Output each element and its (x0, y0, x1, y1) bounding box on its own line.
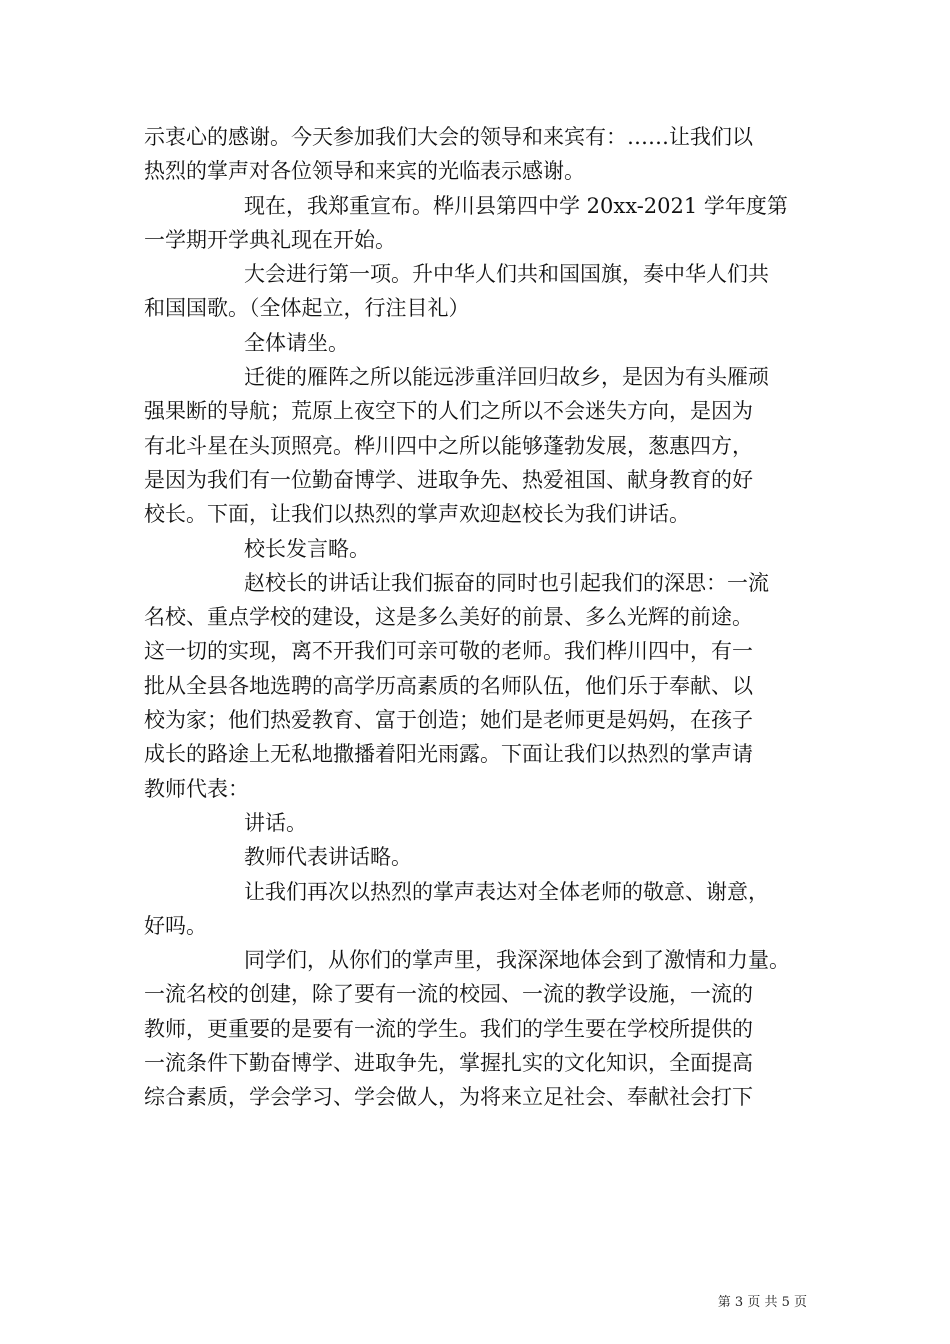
text-line: 强果断的导航；荒原上夜空下的人们之所以不会迷失方向，是因为 (144, 399, 753, 424)
text-line: 一流条件下勤奋博学、进取争先，掌握扎实的文化知识，全面提高 (144, 1051, 753, 1076)
text-line: 教师代表讲话略。 (244, 845, 412, 870)
text-line: 名校、重点学校的建设，这是多么美好的前景、多么光辉的前途。 (144, 605, 753, 630)
text-line: 让我们再次以热烈的掌声表达对全体老师的敬意、谢意， (244, 879, 769, 904)
text-line: 现在，我郑重宣布。桦川县第四中学 20xx-2021 学年度第 (244, 193, 788, 218)
text-line: 是因为我们有一位勤奋博学、进取争先、热爱祖国、献身教育的好 (144, 467, 753, 492)
page-number-footer: 第 3 页 共 5 页 (717, 1295, 807, 1310)
text-line: 热烈的掌声对各位领导和来宾的光临表示感谢。 (144, 159, 585, 184)
text-line: 大会进行第一项。升中华人们共和国国旗，奏中华人们共 (244, 262, 769, 287)
text-line: 批从全县各地选聘的高学历高素质的名师队伍，他们乐于奉献、以 (144, 673, 753, 698)
text-line: 迁徙的雁阵之所以能远涉重洋回归故乡，是因为有头雁顽 (244, 365, 769, 390)
text-line: 成长的路途上无私地撒播着阳光雨露。下面让我们以热烈的掌声请 (144, 742, 753, 767)
text-line: 校长发言略。 (244, 536, 370, 561)
text-line: 综合素质，学会学习、学会做人，为将来立足社会、奉献社会打下 (144, 1085, 753, 1110)
text-line: 有北斗星在头顶照亮。桦川四中之所以能够蓬勃发展，葱惠四方， (144, 433, 753, 458)
body-text (144, 120, 812, 1115)
text-line: 教师代表： (144, 776, 249, 801)
text-line: 同学们，从你们的掌声里，我深深地体会到了激情和力量。 (244, 948, 790, 973)
text-line: 赵校长的讲话让我们振奋的同时也引起我们的深思：一流 (244, 570, 769, 595)
text-line: 全体请坐。 (244, 330, 349, 355)
text-line: 教师，更重要的是要有一流的学生。我们的学生要在学校所提供的 (144, 1016, 753, 1041)
text-line: 校长。下面，让我们以热烈的掌声欢迎赵校长为我们讲话。 (144, 502, 690, 527)
text-line: 和国国歌。（全体起立，行注目礼） (144, 296, 470, 321)
text-line: 校为家；他们热爱教育、富于创造；她们是老师更是妈妈，在孩子 (144, 708, 753, 733)
text-line: 一学期开学典礼现在开始。 (144, 227, 396, 252)
text-line: 示衷心的感谢。今天参加我们大会的领导和来宾有：……让我们以 (144, 125, 753, 149)
text-line: 好吗。 (144, 913, 207, 938)
text-line: 讲话。 (244, 810, 307, 835)
text-line: 一流名校的创建，除了要有一流的校园、一流的教学设施，一流的 (144, 982, 753, 1007)
text-line: 这一切的实现，离不开我们可亲可敬的老师。我们桦川四中，有一 (144, 639, 753, 664)
